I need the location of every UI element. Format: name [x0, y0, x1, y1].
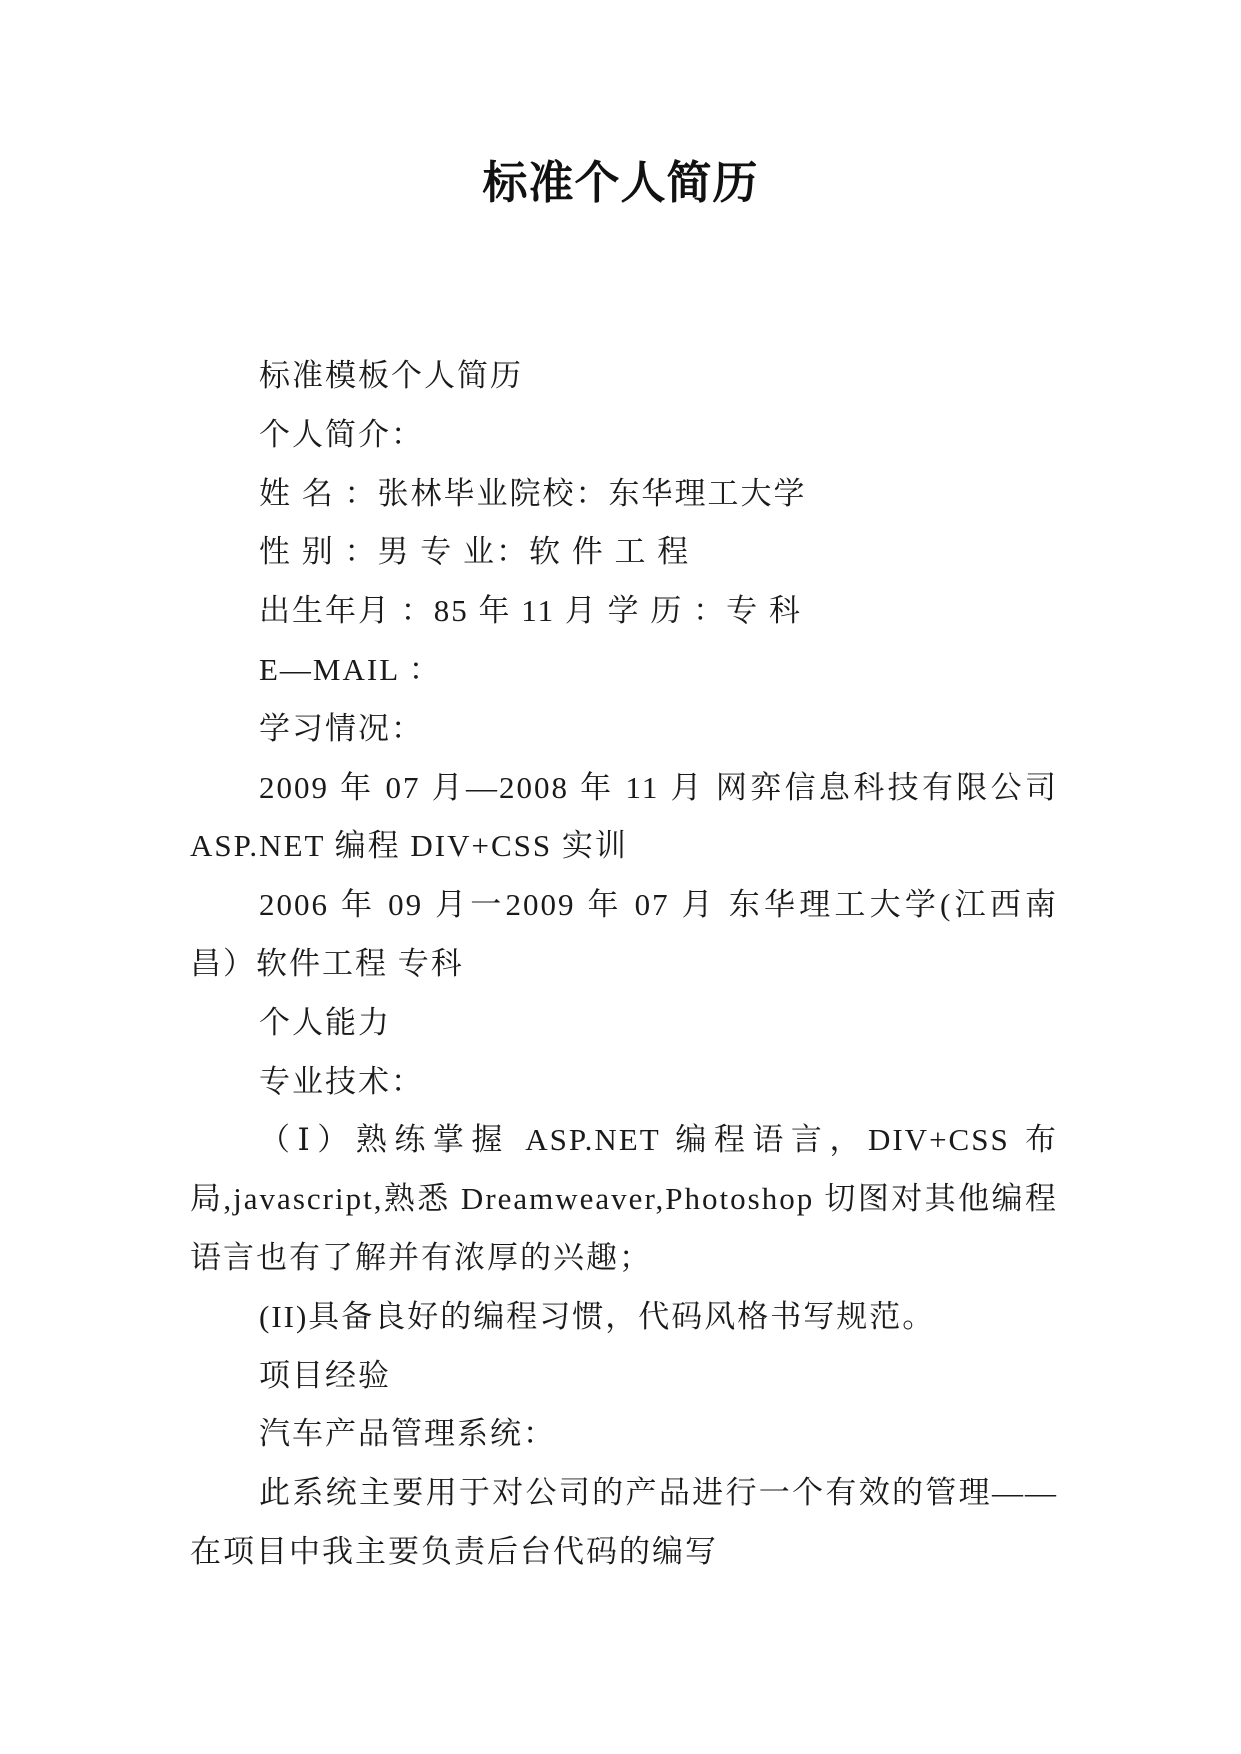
field-name-school: 姓 名 ：张林毕业院校：东华理工大学	[259, 475, 807, 511]
resume-heading: 标准模板个人简历	[259, 358, 523, 393]
education-entry: 2009 年 07 月—2008 年 11 月 网弈信息科技有限公司 ASP.NET 编程 DIV+CSS 实训	[190, 769, 1058, 864]
document-body	[190, 347, 1058, 1582]
project-title: 汽车产品管理系统：	[259, 1416, 556, 1452]
section-label-projects: 项目经验	[259, 1357, 391, 1393]
field-gender-major: 性 别 ：男 专 业：软 件 工 程	[259, 534, 691, 570]
section-label-skills: 专业技术：	[259, 1063, 424, 1099]
education-entry: 2006 年 09 月一2009 年 07 月 东华理工大学(江西南昌）软件工程 专科	[190, 887, 1058, 981]
section-label-abilities: 个人能力	[259, 1004, 391, 1040]
skill-item: （Ⅰ）熟练掌握 ASP.NET 编程语言，DIV+CSS 布局,javascript,熟悉 Dreamweaver,Photoshop 切图对其他编程语言也有了解并有浓厚的兴趣；	[190, 1122, 1058, 1275]
section-label-profile: 个人简介：	[259, 416, 424, 452]
skill-item: (II)具备良好的编程习惯，代码风格书写规范。	[259, 1298, 936, 1334]
document-title: 标准个人简历	[482, 158, 759, 208]
field-birth-education: 出生年月 ：85 年 11 月 学 历 ：专 科	[259, 593, 802, 629]
section-label-education: 学习情况：	[259, 710, 424, 746]
field-email: E—MAIL ：	[259, 651, 442, 687]
project-description: 此系统主要用于对公司的产品进行一个有效的管理——在项目中我主要负责后台代码的编写	[190, 1475, 1058, 1569]
